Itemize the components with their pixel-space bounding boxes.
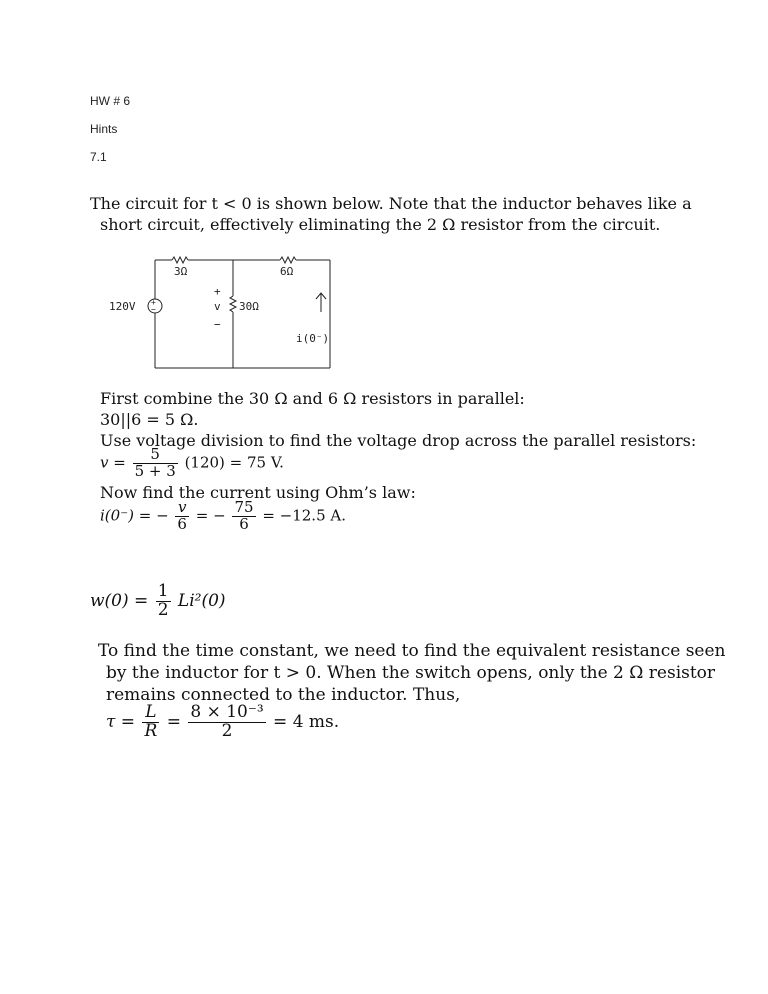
- intro-line-2: short circuit, effectively eliminating the 2 Ω resistor from the circuit.: [100, 215, 661, 234]
- current-label: i(0⁻): [296, 332, 330, 345]
- minus-sign: −: [214, 318, 221, 331]
- voltage-label: v: [214, 300, 221, 313]
- circuit-diagram: [100, 250, 345, 375]
- tau-line-2: by the inductor for t > 0. When the switch opens, only the 2 Ω resistor: [106, 663, 716, 683]
- parallel-equation: 30||6 = 5 Ω.: [100, 410, 199, 429]
- hw-title: HW # 6: [90, 94, 131, 108]
- resistor-3-label: 3Ω: [174, 265, 188, 278]
- current-equation: i(0⁻) = − $\frac{v}{6}$ = − $\frac{75}{6}$ = −12.5 A.: [100, 498, 346, 533]
- combine-text: First combine the 30 Ω and 6 Ω resistors in parallel:: [100, 389, 525, 408]
- source-label: 120V: [109, 300, 136, 313]
- tau-line-3: remains connected to the inductor. Thus,: [106, 685, 461, 705]
- voltage-division-text: Use voltage division to find the voltage drop across the parallel resistors:: [100, 431, 697, 450]
- energy-equation: w(0) = $\frac{1}{2}$ Li²(0): [90, 581, 226, 620]
- resistor-6-label: 6Ω: [280, 265, 294, 278]
- hints-label: Hints: [90, 122, 118, 136]
- svg-text:+: +: [151, 298, 156, 307]
- tau-line-1: To find the time constant, we need to find the equivalent resistance seen: [98, 641, 726, 661]
- plus-sign: +: [214, 285, 221, 298]
- ohm-text: Now find the current using Ohm’s law:: [100, 483, 416, 502]
- svg-text:−: −: [151, 305, 156, 314]
- tau-equation: τ = $\frac{L}{R}$ = $\frac{\text{8 × 10⁻³}}{2}$ = 4 ms.: [106, 702, 340, 741]
- intro-line-1: The circuit for t < 0 is shown below. Note that the inductor behaves like a: [90, 194, 692, 213]
- resistor-30-label: 30Ω: [239, 300, 259, 313]
- problem-number: 7.1: [90, 150, 107, 164]
- voltage-equation: v = $\frac{5}{5 + 3}$ (120) = 75 V.: [100, 445, 284, 480]
